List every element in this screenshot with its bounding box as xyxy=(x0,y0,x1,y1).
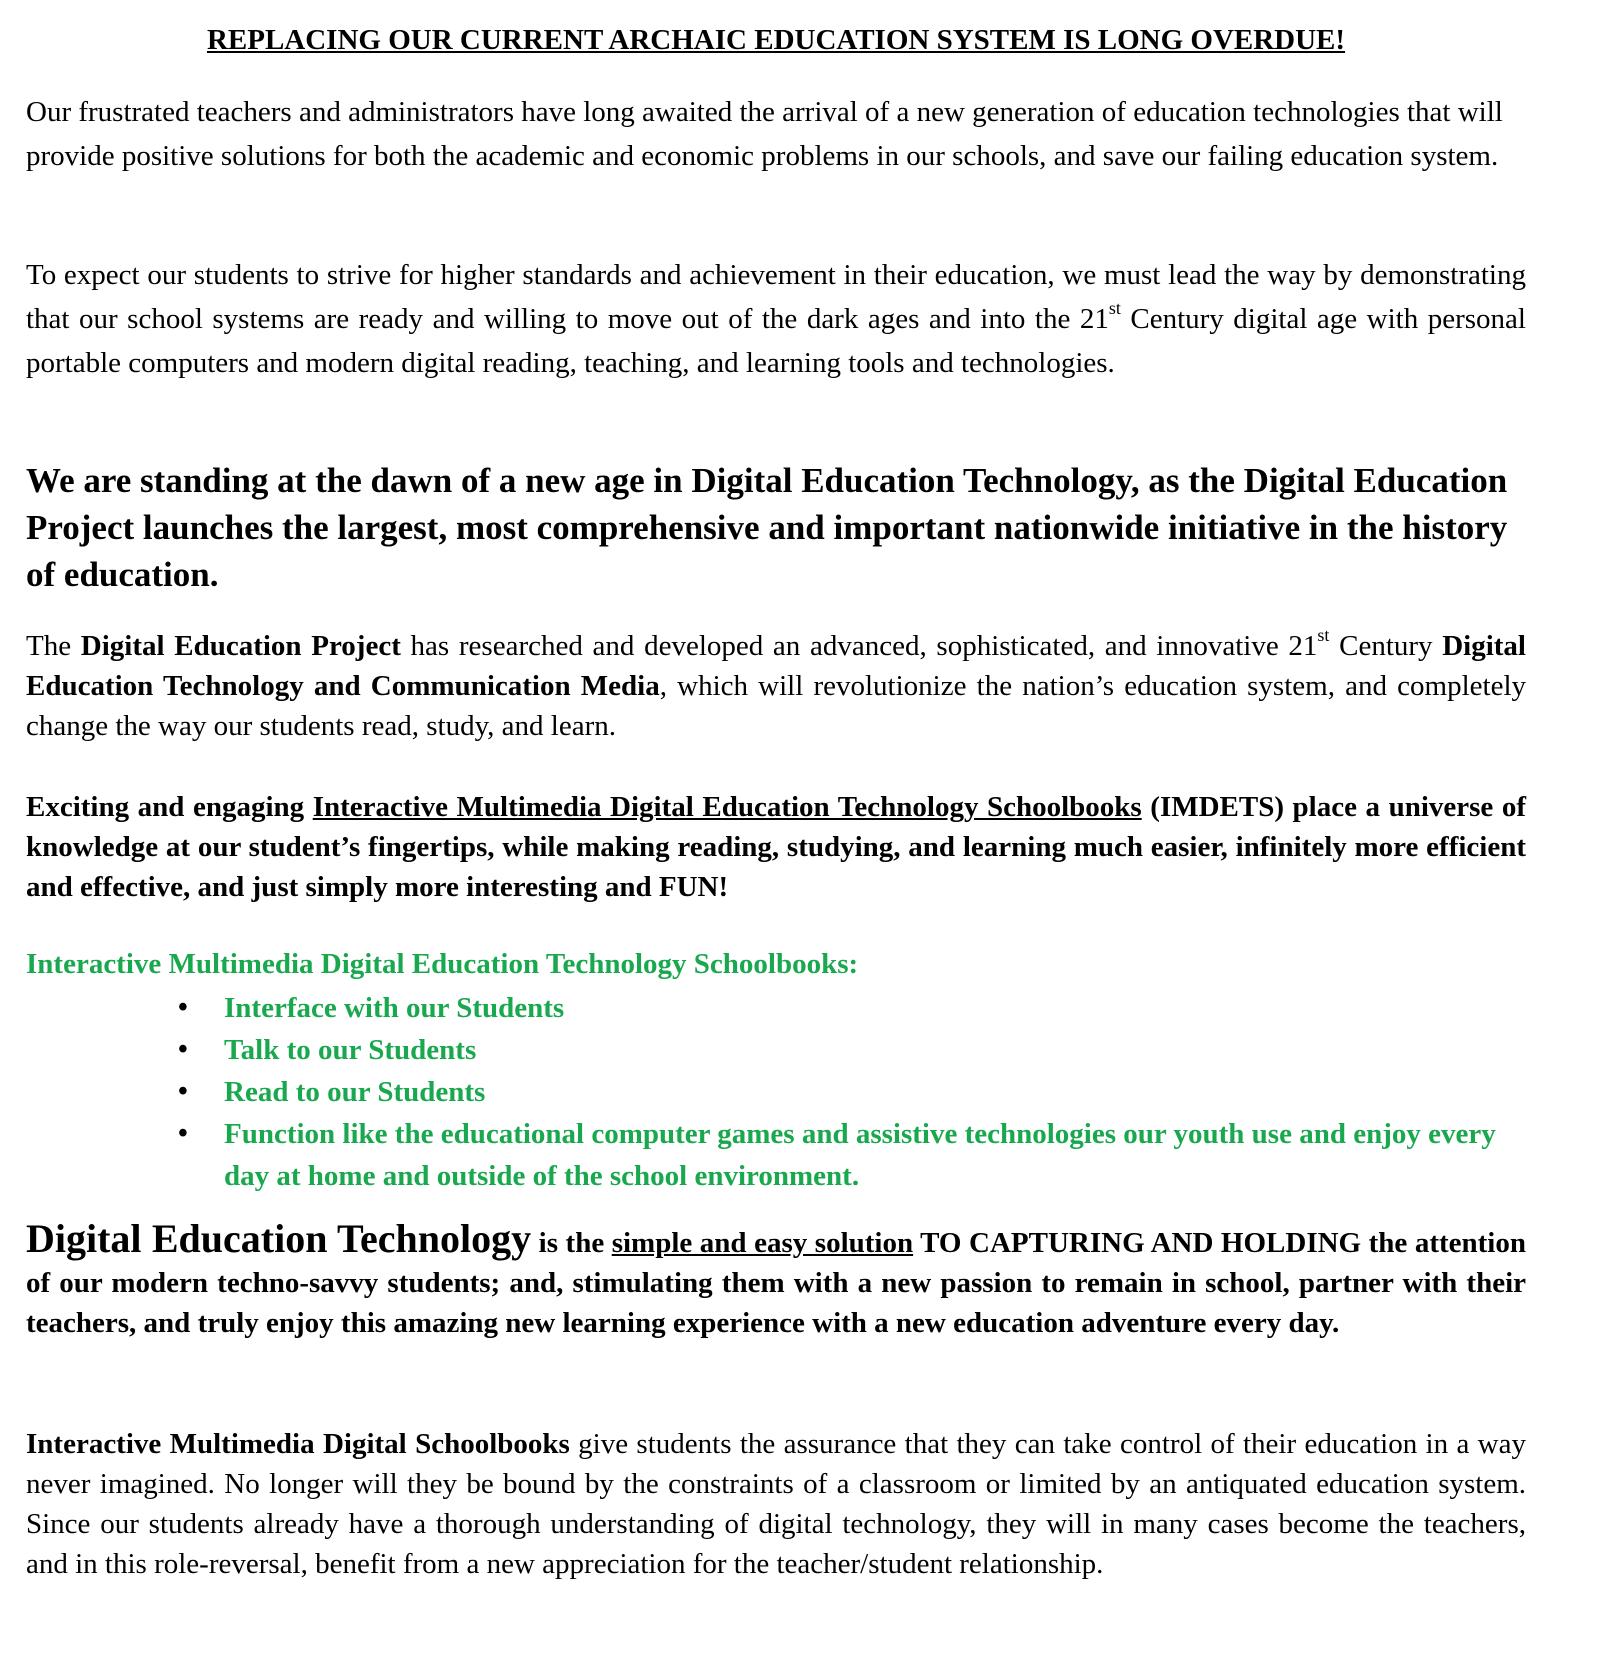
headline-paragraph: We are standing at the dawn of a new age in Digital Education Technology, as the Digital Education Project launches the largest, most comprehensive and important nationwide initiative in the history of education. xyxy=(26,461,1508,594)
schoolbooks-name: Interactive Multimedia Digital Schoolbooks xyxy=(26,1428,570,1460)
bullet-icon: • xyxy=(178,1076,188,1107)
page-title: REPLACING OUR CURRENT ARCHAIC EDUCATION SYSTEM IS LONG OVERDUE! xyxy=(206,24,1346,56)
solution-lead: Digital Education Technology xyxy=(26,1216,532,1261)
list-item-text: Read to our Students xyxy=(224,1076,486,1108)
imdets-paragraph xyxy=(26,787,1526,907)
imdets-text-a: Exciting and engaging xyxy=(26,791,313,823)
solution-emphasis: simple and easy solution xyxy=(611,1227,914,1259)
list-item xyxy=(26,1113,1526,1197)
list-item xyxy=(26,1071,1526,1113)
superscript-st: st xyxy=(1317,625,1330,645)
technology-name: Digital Education Technology and Communication Media xyxy=(26,630,1526,702)
schoolbooks-bullet-list xyxy=(26,987,1526,1197)
superscript-st: st xyxy=(1108,298,1121,318)
bullet-icon: • xyxy=(178,1034,188,1065)
standards-text-b: Century digital age with personal portable computers and modern digital reading, teaching, and learning tools and technologies. xyxy=(26,303,1526,379)
list-item xyxy=(26,987,1526,1029)
standards-text-a: To expect our students to strive for higher standards and achievement in their education, we must lead the way by demonstrating that our school systems are ready and willing to move out of the dark ages and into the 21 xyxy=(26,259,1526,335)
project-text-a: The xyxy=(26,630,81,662)
solution-text-d: TO CAPTURING AND HOLDING the attention of our modern techno-savvy students; and, stimulating them with a new passion to remain in school, partner with their teachers, and truly enjoy this amazing new learning experience with a new education adventure every day. xyxy=(26,1227,1526,1339)
bullet-icon: • xyxy=(178,992,188,1023)
bullet-icon: • xyxy=(178,1118,188,1149)
list-item-text: Talk to our Students xyxy=(224,1034,477,1066)
list-item xyxy=(26,1029,1526,1071)
imdets-name: Interactive Multimedia Digital Education Technology Schoolbooks xyxy=(312,791,1142,823)
assurance-text-b: give students the assurance that they can take control of their education in a way never imagined. No longer will they be bound by the constraints of a classroom or limited by an antiquated education system. Since our students already have a thorough understanding of digital technology, they will in many cases become the teachers, and in this role-reversal, benefit from a new appreciation for the teacher/student relationship. xyxy=(26,1428,1526,1580)
list-item-text: Interface with our Students xyxy=(224,992,565,1024)
list-item-text: Function like the educational computer games and assistive technologies our youth use and enjoy every day at home and outside of the school environment. xyxy=(224,1118,1496,1192)
standards-paragraph xyxy=(26,253,1526,385)
assurance-paragraph xyxy=(26,1424,1526,1584)
project-text-d: Century xyxy=(1329,630,1443,662)
project-text-c: has researched and developed an advanced, sophisticated, and innovative 21 xyxy=(400,630,1318,662)
solution-text-b: is the xyxy=(531,1227,612,1259)
project-name: Digital Education Project xyxy=(80,630,401,662)
schoolbooks-heading: Interactive Multimedia Digital Education Technology Schoolbooks: xyxy=(26,948,859,980)
project-text-f: , which will revolutionize the nation’s education system, and completely change the way our students read, study, and learn. xyxy=(26,670,1527,742)
intro-paragraph: Our frustrated teachers and administrators have long awaited the arrival of a new generation of education technologies that will provide positive solutions for both the academic and economic problems in our schools, and save our failing education system. xyxy=(26,96,1503,172)
project-paragraph xyxy=(26,626,1526,746)
imdets-text-c: (IMDETS) place a universe of knowledge at our student’s fingertips, while making reading, studying, and learning much easier, infinitely more efficient and effective, and just simply more interesting and FUN! xyxy=(26,791,1526,903)
solution-paragraph xyxy=(26,1216,1526,1343)
